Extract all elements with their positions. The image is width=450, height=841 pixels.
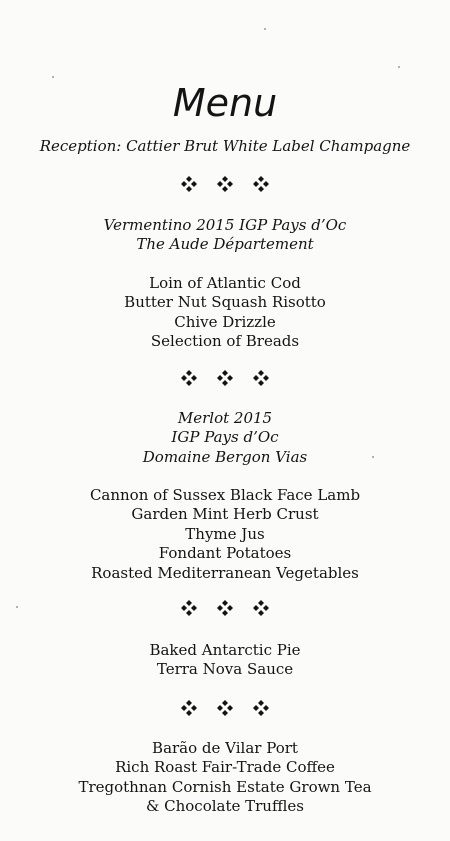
dish-line: Barão de Vilar Port bbox=[152, 739, 298, 757]
four-diamond-ornament-icon bbox=[217, 370, 233, 386]
dish-line: Cannon of Sussex Black Face Lamb bbox=[89, 486, 361, 504]
four-diamond-ornament-icon bbox=[253, 600, 269, 616]
dish-line: Garden Mint Herb Crust bbox=[131, 505, 319, 524]
wine-line: Vermentino 2015 IGP Pays d’Oc bbox=[103, 216, 347, 234]
wine-line: The Aude Département bbox=[136, 235, 314, 254]
dish-line: Loin of Atlantic Cod bbox=[149, 274, 301, 292]
divider-3 bbox=[0, 600, 450, 620]
dish-line: Terra Nova Sauce bbox=[156, 660, 294, 679]
reception-text: Reception: Cattier Brut White Label Champagne bbox=[39, 137, 411, 155]
paper-speck bbox=[372, 456, 374, 458]
four-diamond-ornament-icon bbox=[253, 370, 269, 386]
dish-line: Butter Nut Squash Risotto bbox=[124, 293, 326, 312]
dish-line: Tregothnan Cornish Estate Grown Tea bbox=[78, 777, 372, 796]
four-diamond-ornament-icon bbox=[217, 600, 233, 616]
paper-speck bbox=[398, 66, 400, 68]
course2-dishes bbox=[0, 486, 450, 583]
four-diamond-ornament-icon bbox=[181, 370, 197, 386]
finale-course bbox=[0, 739, 450, 817]
four-diamond-ornament-icon bbox=[181, 600, 197, 616]
wine-line: IGP Pays d’Oc bbox=[171, 428, 279, 447]
four-diamond-ornament-icon bbox=[181, 176, 197, 192]
dish-line: Selection of Breads bbox=[150, 332, 300, 351]
dish-line: Roasted Mediterranean Vegetables bbox=[91, 563, 359, 582]
reception-line bbox=[0, 137, 450, 156]
four-diamond-ornament-icon bbox=[217, 176, 233, 192]
dish-line: & Chocolate Truffles bbox=[146, 797, 304, 816]
four-diamond-ornament-icon bbox=[253, 176, 269, 192]
course1-dishes bbox=[0, 274, 450, 352]
divider-4 bbox=[0, 700, 450, 720]
dish-line: Fondant Potatoes bbox=[158, 544, 292, 563]
paper-speck bbox=[52, 76, 54, 78]
dish-line: Chive Drizzle bbox=[174, 312, 276, 331]
dish-line: Rich Roast Fair-Trade Coffee bbox=[115, 758, 335, 777]
four-diamond-ornament-icon bbox=[217, 700, 233, 716]
dessert-course bbox=[0, 641, 450, 680]
wine-line: Domaine Bergon Vias bbox=[142, 447, 308, 466]
course1-wine bbox=[0, 216, 450, 255]
course2-wine bbox=[0, 409, 450, 467]
dish-line: Baked Antarctic Pie bbox=[149, 641, 301, 659]
four-diamond-ornament-icon bbox=[253, 700, 269, 716]
wine-line: Merlot 2015 bbox=[177, 409, 273, 427]
dish-line: Thyme Jus bbox=[185, 524, 265, 543]
divider-1 bbox=[0, 176, 450, 196]
menu-title: Menu bbox=[172, 81, 278, 125]
paper-speck bbox=[16, 606, 18, 608]
paper-speck bbox=[264, 28, 266, 30]
divider-2 bbox=[0, 370, 450, 390]
four-diamond-ornament-icon bbox=[181, 700, 197, 716]
